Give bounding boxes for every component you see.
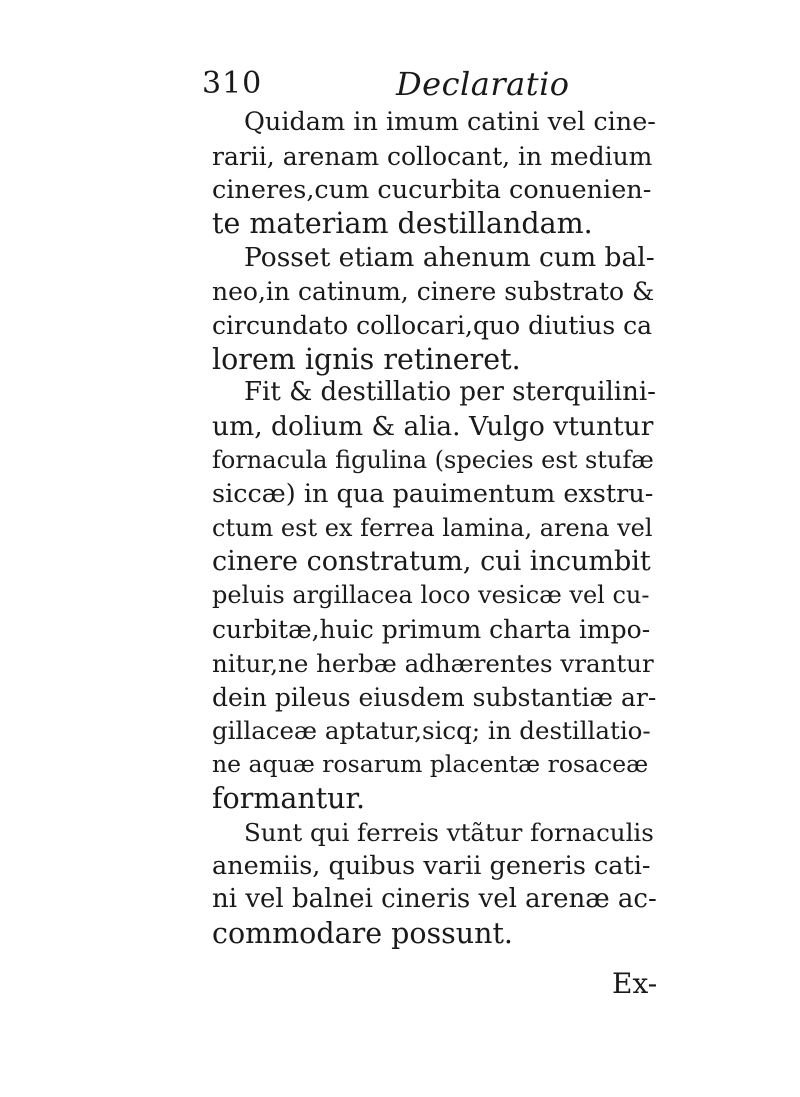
body-text [212,106,657,951]
text-line: Posset etiam ahenum cum bal- [244,242,655,274]
text-line: fornacula figulina (species est stufæ [212,445,654,474]
text-line: circundato collocari,quo diutius ca [212,310,653,340]
text-line: ne aquæ rosarum placentæ rosaceæ [212,750,649,779]
text-line: Sunt qui ferreis vtãtur fornaculis [244,817,654,847]
text-line: peluis argillacea loco vesicæ vel cu- [212,581,650,610]
text-line: formantur. [212,781,366,815]
text-line: curbitæ,huic primum charta impo- [212,614,651,644]
text-line: Fit & destillatio per sterquilini- [244,377,656,408]
text-line: rarii, arenam collocant, in medium [212,141,653,171]
text-line: commodare possunt. [212,917,513,951]
page-header [202,62,570,106]
text-line: cinere constratum, cui incumbit [212,546,651,578]
text-line: ctum est ex ferrea lamina, arena vel [212,513,653,542]
text-line: neo,in catinum, cinere substrato & [212,276,655,306]
catchword: Ex- [612,967,658,1000]
text-line: gillaceæ aptatur,sicq; in destillatio- [212,716,651,746]
text-line: dein pileus eiusdem substantiæ ar- [212,682,657,712]
text-line: um, dolium & alia. Vulgo vtuntur [212,411,654,443]
text-line: cineres,cum cucurbita conuenien- [212,174,652,205]
running-head: Declaratio [396,65,570,103]
text-line: anemiis, quibus varii generis cati- [212,850,651,881]
text-line: te materiam destillandam. [212,207,593,241]
text-line: nitur,ne herbæ adhærentes vrantur [212,648,654,678]
page-number: 310 [202,66,263,101]
text-line: lorem ignis retineret. [212,342,521,376]
text-line: ni vel balnei cineris vel arenæ ac- [212,884,657,915]
text-line: Quidam in imum catini vel cine- [244,107,656,137]
text-line: siccæ) in qua pauimentum exstru- [212,478,654,509]
